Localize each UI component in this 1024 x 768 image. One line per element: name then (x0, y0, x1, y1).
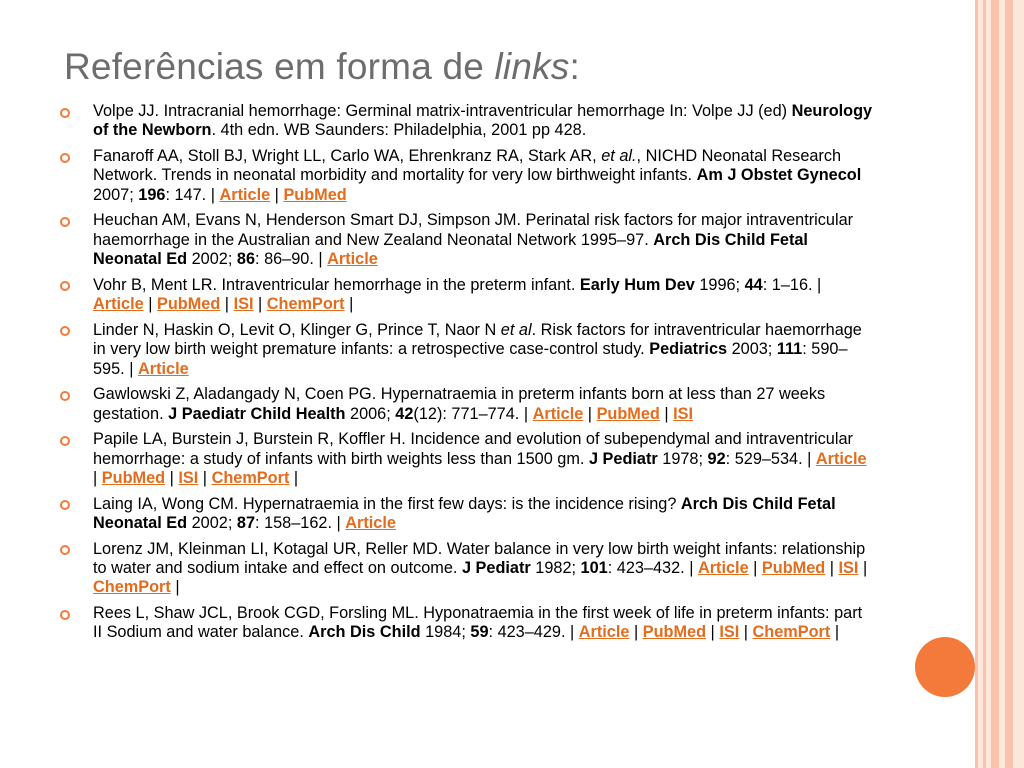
page-title (64, 46, 580, 88)
reference-year: 1982; (530, 559, 581, 578)
reference-volume: 86 (236, 250, 256, 269)
link-separator: | (198, 469, 212, 488)
reference-journal: Arch Dis Child (308, 623, 421, 642)
reference-journal: Neurology of the Newborn (93, 102, 873, 140)
reference-title: , NICHD Neonatal Research Network. Trends in neonatal morbidity and mortality for very low birthweight infants. (93, 147, 842, 185)
reference-year: 2007; (93, 185, 139, 204)
link-separator: | (659, 404, 674, 423)
stripe (991, 0, 999, 768)
link-chemport[interactable]: ChemPort (93, 578, 171, 597)
reference-item (60, 385, 875, 424)
reference-volume: 101 (580, 559, 608, 578)
reference-journal: Pediatrics (649, 340, 728, 359)
reference-volume: 92 (707, 449, 726, 468)
reference-volume: 196 (138, 185, 166, 204)
title-text: Referências em forma de (64, 46, 495, 87)
reference-year: 1978; (657, 449, 708, 468)
stripe (1013, 0, 1024, 768)
reference-journal: J Paediatr Child Health (168, 404, 346, 423)
reference-item (60, 276, 875, 315)
link-separator: | (858, 559, 868, 578)
title-italic: links (494, 46, 570, 87)
reference-journal: J Pediatr (461, 559, 531, 578)
reference-item (60, 604, 875, 643)
reference-item (60, 102, 875, 141)
link-isi[interactable]: ISI (719, 623, 740, 642)
bullet-icon (60, 153, 70, 163)
link-chemport[interactable]: ChemPort (266, 295, 345, 314)
reference-journal: Arch Dis Child Fetal Neonatal Ed (93, 230, 808, 269)
link-pubmed[interactable]: PubMed (101, 469, 166, 488)
reference-item (60, 540, 875, 598)
link-chemport[interactable]: ChemPort (211, 469, 290, 488)
link-chemport[interactable]: ChemPort (752, 623, 831, 642)
reference-item (60, 495, 875, 534)
reference-pages: : 1–16. | (762, 275, 822, 294)
stripe (1005, 0, 1013, 768)
link-separator: | (165, 469, 179, 488)
link-isi[interactable]: ISI (838, 559, 859, 578)
reference-pages: : 158–162. | (255, 514, 346, 533)
link-article[interactable]: Article (532, 404, 584, 423)
trailing-separator: | (344, 295, 354, 314)
trailing-separator: | (830, 623, 840, 642)
decorative-circle (915, 637, 975, 697)
link-separator: | (739, 623, 753, 642)
link-pubmed[interactable]: PubMed (156, 295, 221, 314)
reference-list (60, 102, 875, 649)
reference-authors: Gawlowski Z, Aladangady N, Coen PG. Hypernatraemia in preterm infants born at less than 27 weeks gestation. (93, 385, 826, 423)
link-separator: | (748, 559, 762, 578)
link-isi[interactable]: ISI (178, 469, 199, 488)
reference-volume: 87 (236, 514, 256, 533)
link-separator: | (270, 185, 284, 204)
link-isi[interactable]: ISI (233, 295, 254, 314)
reference-year: 2006; (345, 404, 396, 423)
trailing-separator: | (170, 578, 180, 597)
reference-item (60, 430, 875, 488)
link-article[interactable]: Article (327, 250, 378, 269)
reference-item (60, 321, 875, 379)
bullet-icon (60, 500, 70, 510)
reference-journal: Am J Obstet Gynecol (696, 166, 862, 185)
reference-pages: : 423–432. | (607, 559, 698, 578)
reference-year: 2003; (727, 340, 777, 359)
reference-volume: 111 (776, 340, 803, 359)
bullet-icon (60, 545, 70, 555)
reference-year: 2002; (187, 250, 237, 269)
title-colon: : (569, 46, 580, 87)
reference-journal: Early Hum Dev (579, 275, 695, 294)
trailing-separator: | (289, 469, 299, 488)
reference-et-al: et al (500, 320, 532, 339)
link-article[interactable]: Article (815, 449, 867, 468)
reference-authors: Rees L, Shaw JCL, Brook CGD, Forsling ML. Hyponatraemia in the first week of life in preterm infants: part II Sodium and water balance. (93, 604, 863, 642)
reference-title: . Risk factors for intraventricular haemorrhage in very low birth weight premature infants: a retrospective case-control study. (93, 320, 862, 359)
link-separator: | (143, 295, 157, 314)
bullet-icon (60, 217, 70, 227)
bullet-icon (60, 281, 70, 291)
link-article[interactable]: Article (93, 295, 144, 314)
reference-et-al: et al. (601, 147, 637, 165)
link-article[interactable]: Article (345, 514, 396, 533)
reference-pages: : 86–90. | (255, 250, 328, 269)
link-article[interactable]: Article (219, 185, 271, 204)
reference-volume: 59 (470, 623, 489, 642)
bullet-icon (60, 391, 70, 401)
reference-pages: : 423–429. | (488, 623, 579, 642)
link-pubmed[interactable]: PubMed (596, 404, 660, 423)
reference-year: 2002; (187, 514, 237, 533)
reference-pages: (12): 771–774. | (413, 404, 533, 423)
link-separator: | (825, 559, 839, 578)
reference-pages: : 147. | (165, 185, 220, 204)
bullet-icon (60, 326, 70, 336)
link-pubmed[interactable]: PubMed (761, 559, 826, 578)
link-separator: | (706, 623, 720, 642)
link-separator: | (583, 404, 597, 423)
reference-year: 1996; (694, 275, 745, 294)
reference-year: 1984; (420, 623, 471, 642)
reference-authors: Vohr B, Ment LR. Intraventricular hemorrhage in the preterm infant. (93, 275, 580, 294)
reference-authors: Linder N, Haskin O, Levit O, Klinger G, Prince T, Naor N (93, 320, 501, 339)
reference-item (60, 211, 875, 269)
link-separator: | (93, 469, 102, 488)
decorative-stripes (975, 0, 1024, 768)
reference-journal: Arch Dis Child Fetal Neonatal Ed (93, 494, 836, 533)
link-separator: | (220, 295, 234, 314)
reference-authors: Heuchan AM, Evans N, Henderson Smart DJ, Simpson JM. Perinatal risk factors for major intraventricular haemorrhage in the Australian and New Zealand Neonatal Network 1995–97. (93, 211, 854, 249)
reference-details: . 4th edn. WB Saunders: Philadelphia, 2001 pp 428. (211, 121, 587, 140)
reference-item (60, 147, 875, 205)
link-pubmed[interactable]: PubMed (642, 623, 707, 642)
reference-pages: : 529–534. | (725, 449, 816, 468)
reference-authors: Volpe JJ. Intracranial hemorrhage: Germinal matrix-intraventricular hemorrhage In: Volpe JJ (ed) (93, 102, 792, 120)
reference-authors: Papile LA, Burstein J, Burstein R, Koffler H. Incidence and evolution of subependymal and intraventricular hemorrhage: a study of infants with birth weights less than 1500 gm. (93, 430, 853, 468)
reference-pages: : 590–595. | (93, 340, 848, 378)
link-separator: | (253, 295, 267, 314)
reference-authors: Fanaroff AA, Stoll BJ, Wright LL, Carlo WA, Ehrenkranz RA, Stark AR, (93, 147, 602, 165)
reference-volume: 42 (395, 404, 414, 423)
link-article[interactable]: Article (578, 623, 630, 642)
bullet-icon (60, 610, 70, 620)
link-pubmed[interactable]: PubMed (283, 185, 347, 204)
link-separator: | (629, 623, 643, 642)
bullet-icon (60, 108, 70, 118)
bullet-icon (60, 436, 70, 446)
reference-authors: Lorenz JM, Kleinman LI, Kotagal UR, Reller MD. Water balance in very low birth weight infants: relationship to water and sodium intake and effect on outcome. (93, 539, 866, 578)
link-article[interactable]: Article (137, 359, 189, 378)
link-isi[interactable]: ISI (673, 404, 694, 423)
link-article[interactable]: Article (697, 559, 749, 578)
reference-journal: J Pediatr (588, 449, 658, 468)
reference-authors: Laing IA, Wong CM. Hypernatraemia in the first few days: is the incidence rising? (93, 494, 681, 513)
reference-volume: 44 (744, 275, 763, 294)
